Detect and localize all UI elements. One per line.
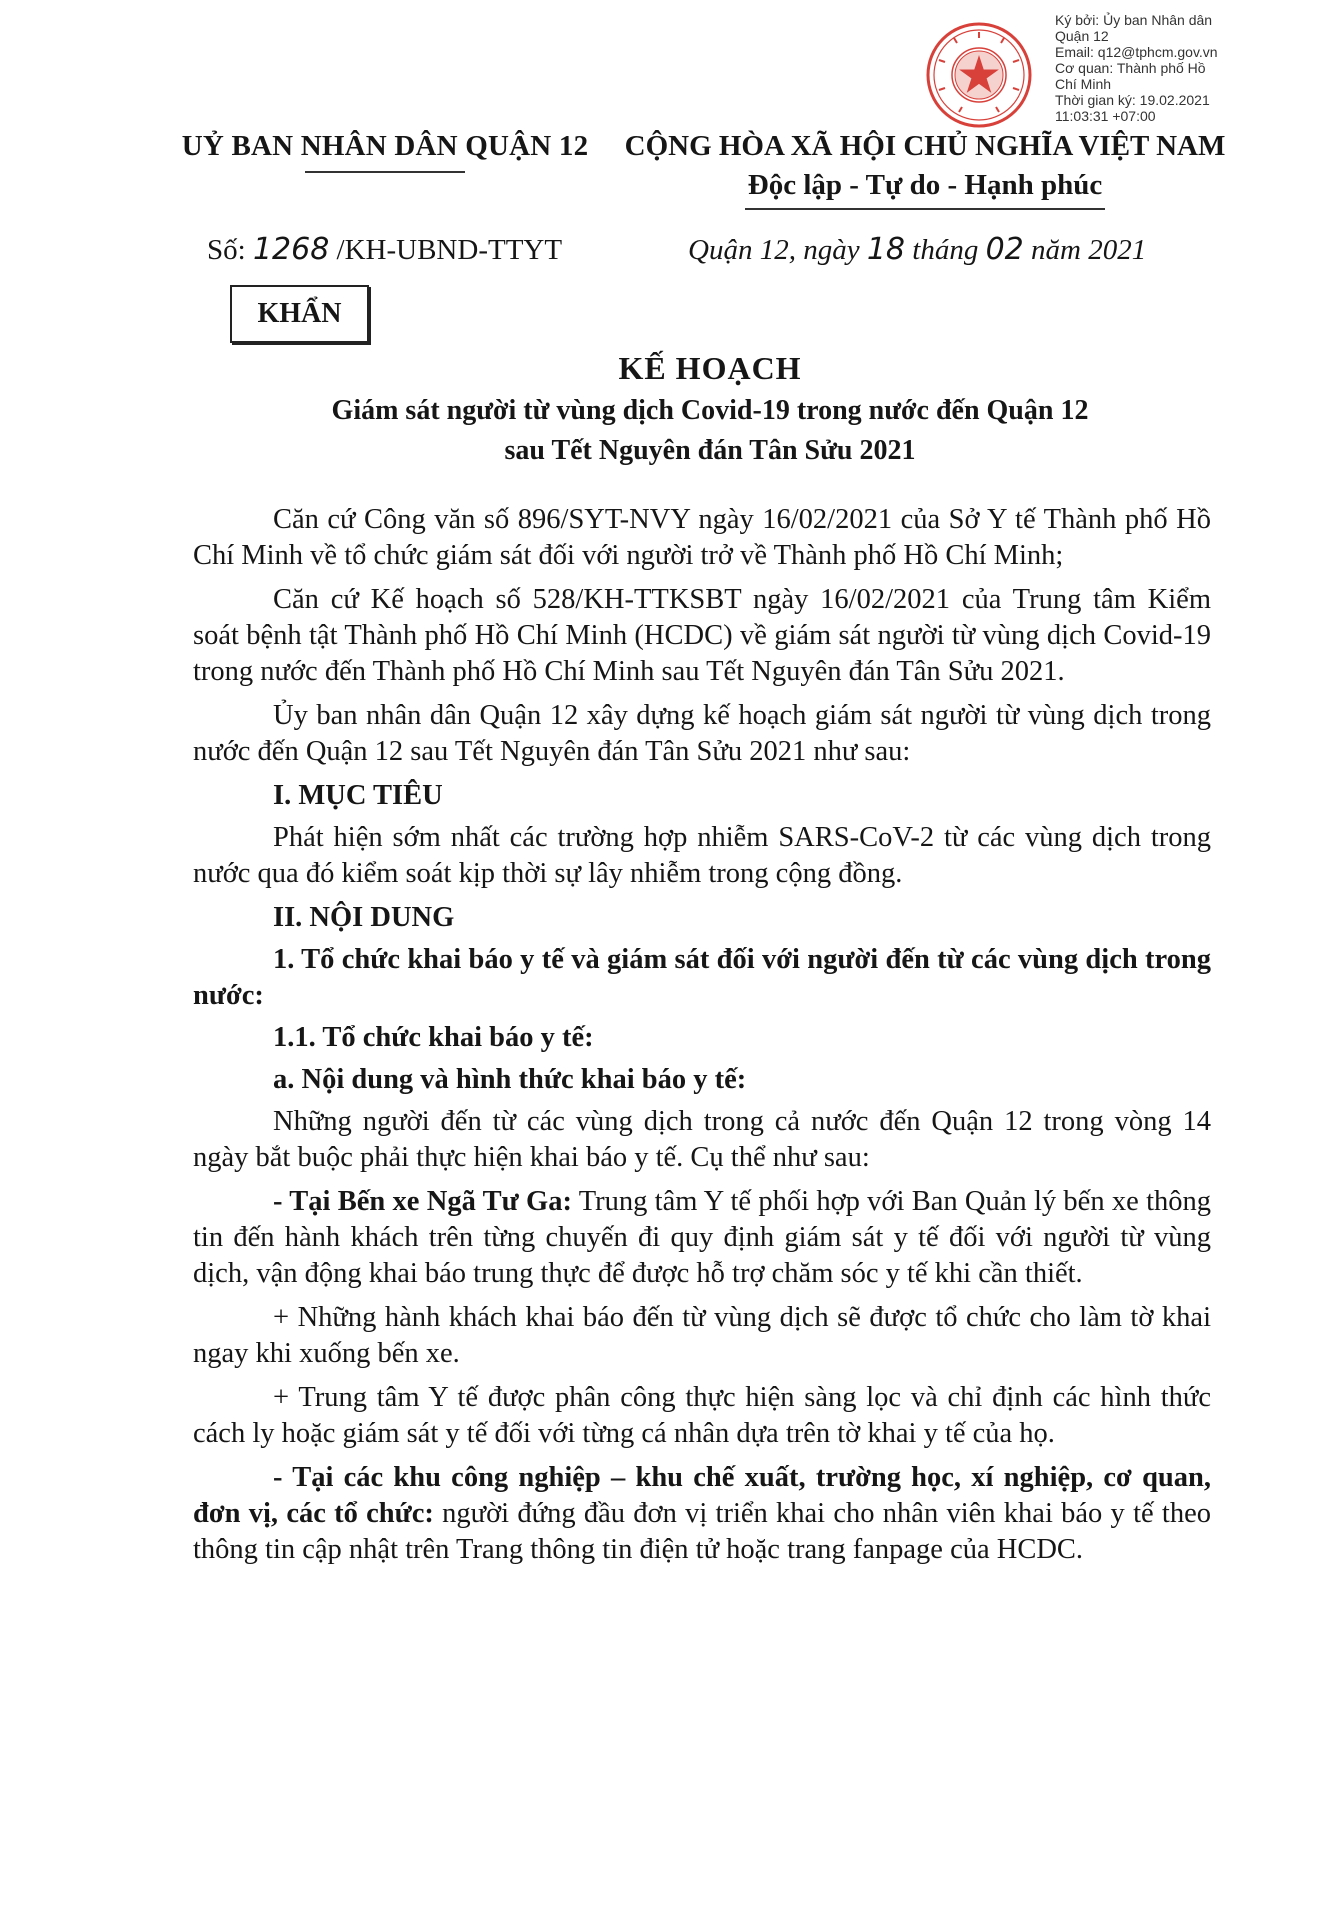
urgent-label: KHẨN bbox=[257, 298, 342, 329]
org-name: UỶ BAN NHÂN DÂN QUẬN 12 bbox=[181, 130, 589, 162]
paragraph-text: người đứng đầu đơn vị triển khai cho nhân viên khai báo y tế theo thông tin cập nhật trên Trang thông tin điện tử hoặc trang fanpage của HCDC. bbox=[193, 1498, 1211, 1565]
signature-line: Chí Minh bbox=[1055, 76, 1112, 92]
signature-line: Thời gian ký: 19.02.2021 bbox=[1055, 92, 1210, 108]
document-date bbox=[688, 232, 1146, 267]
paragraph: + Trung tâm Y tế được phân công thực hiện sàng lọc và chỉ định các hình thức cách ly hoặc giám sát y tế đối với từng cá nhân dựa trên tờ khai y tế của họ. bbox=[193, 1382, 1211, 1449]
date-day-handwritten: 18 bbox=[866, 232, 906, 267]
paragraph-lead: - Tại các khu công nghiệp – khu chế xuất, trường học, xí nghiệp, cơ quan, đơn vị, các tổ chức: bbox=[193, 1462, 1211, 1529]
paragraph bbox=[193, 1184, 1211, 1292]
national-header bbox=[610, 130, 1240, 210]
urgent-stamp bbox=[230, 285, 369, 343]
section-heading: II. NỘI DUNG bbox=[273, 902, 455, 933]
paragraph: Phát hiện sớm nhất các trường hợp nhiễm SARS-CoV-2 từ các vùng dịch trong nước qua đó kiểm soát kịp thời sự lây nhiễm trong cộng đồng. bbox=[193, 822, 1211, 889]
paragraph bbox=[193, 1460, 1211, 1568]
date-suffix: năm 2021 bbox=[1023, 234, 1147, 266]
country-name: CỘNG HÒA XÃ HỘI CHỦ NGHĨA VIỆT NAM bbox=[624, 130, 1226, 162]
subsection-heading: a. Nội dung và hình thức khai báo y tế: bbox=[273, 1064, 747, 1095]
signature-line: Email: q12@tphcm.gov.vn bbox=[1055, 44, 1218, 60]
title-main: KẾ HOẠCH bbox=[618, 350, 802, 386]
issuing-organization bbox=[170, 130, 600, 173]
subsection-heading: 1. Tổ chức khai báo y tế và giám sát đối với người đến từ các vùng dịch trong nước: bbox=[193, 944, 1211, 1011]
paragraph: Căn cứ Công văn số 896/SYT-NVY ngày 16/02/2021 của Sở Y tế Thành phố Hồ Chí Minh về tổ chức giám sát đối với người trở về Thành phố Hồ Chí Minh; bbox=[193, 504, 1211, 571]
paragraph-lead: - Tại Bến xe Ngã Tư Ga: bbox=[273, 1186, 572, 1217]
signature-line: Cơ quan: Thành phố Hồ bbox=[1055, 60, 1206, 76]
signature-line: 11:03:31 +07:00 bbox=[1055, 108, 1156, 124]
date-prefix: Quận 12, ngày bbox=[688, 234, 867, 266]
section-heading: I. MỤC TIÊU bbox=[273, 780, 443, 811]
document-number bbox=[207, 232, 562, 267]
subsection-heading: 1.1. Tổ chức khai báo y tế: bbox=[273, 1022, 594, 1053]
date-month-handwritten: 02 bbox=[985, 232, 1024, 267]
doc-number-handwritten: 1268 bbox=[252, 232, 330, 267]
doc-number-prefix: Số: bbox=[207, 234, 253, 266]
date-mid: tháng bbox=[905, 234, 986, 266]
document-title bbox=[180, 350, 1240, 467]
doc-number-suffix: /KH-UBND-TTYT bbox=[329, 234, 563, 266]
document-body bbox=[193, 502, 1211, 1576]
official-seal-icon bbox=[924, 20, 1034, 130]
paragraph: Ủy ban nhân dân Quận 12 xây dựng kế hoạch giám sát người từ vùng dịch trong nước đến Quận 12 sau Tết Nguyên đán Tân Sửu 2021 như sau: bbox=[193, 700, 1211, 767]
divider bbox=[745, 208, 1105, 210]
digital-signature-info bbox=[1055, 12, 1265, 124]
signature-line: Quận 12 bbox=[1055, 28, 1109, 44]
divider bbox=[305, 171, 465, 173]
paragraph: Căn cứ Kế hoạch số 528/KH-TTKSBT ngày 16/02/2021 của Trung tâm Kiểm soát bệnh tật Thành phố Hồ Chí Minh (HCDC) về giám sát người từ vùng dịch Covid-19 trong nước đến Thành phố Hồ Chí Minh sau Tết Nguyên đán Tân Sửu 2021. bbox=[193, 584, 1211, 687]
title-line-1: Giám sát người từ vùng dịch Covid-19 trong nước đến Quận 12 bbox=[331, 395, 1089, 426]
national-motto: Độc lập - Tự do - Hạnh phúc bbox=[747, 169, 1103, 201]
paragraph: + Những hành khách khai báo đến từ vùng dịch sẽ được tổ chức cho làm tờ khai ngay khi xuống bến xe. bbox=[193, 1302, 1211, 1369]
title-line-2: sau Tết Nguyên đán Tân Sửu 2021 bbox=[504, 435, 916, 466]
paragraph: Những người đến từ các vùng dịch trong cả nước đến Quận 12 trong vòng 14 ngày bắt buộc phải thực hiện khai báo y tế. Cụ thể như sau: bbox=[193, 1106, 1211, 1173]
paragraph-text: Trung tâm Y tế phối hợp với Ban Quản lý bến xe thông tin đến hành khách trên từng chuyến đi quy định giám sát y tế đối với người từ vùng dịch, vận động khai báo trung thực để được hỗ trợ chăm sóc y tế khi cần thiết. bbox=[193, 1186, 1211, 1289]
signature-line: Ký bởi: Ủy ban Nhân dân bbox=[1055, 12, 1213, 28]
